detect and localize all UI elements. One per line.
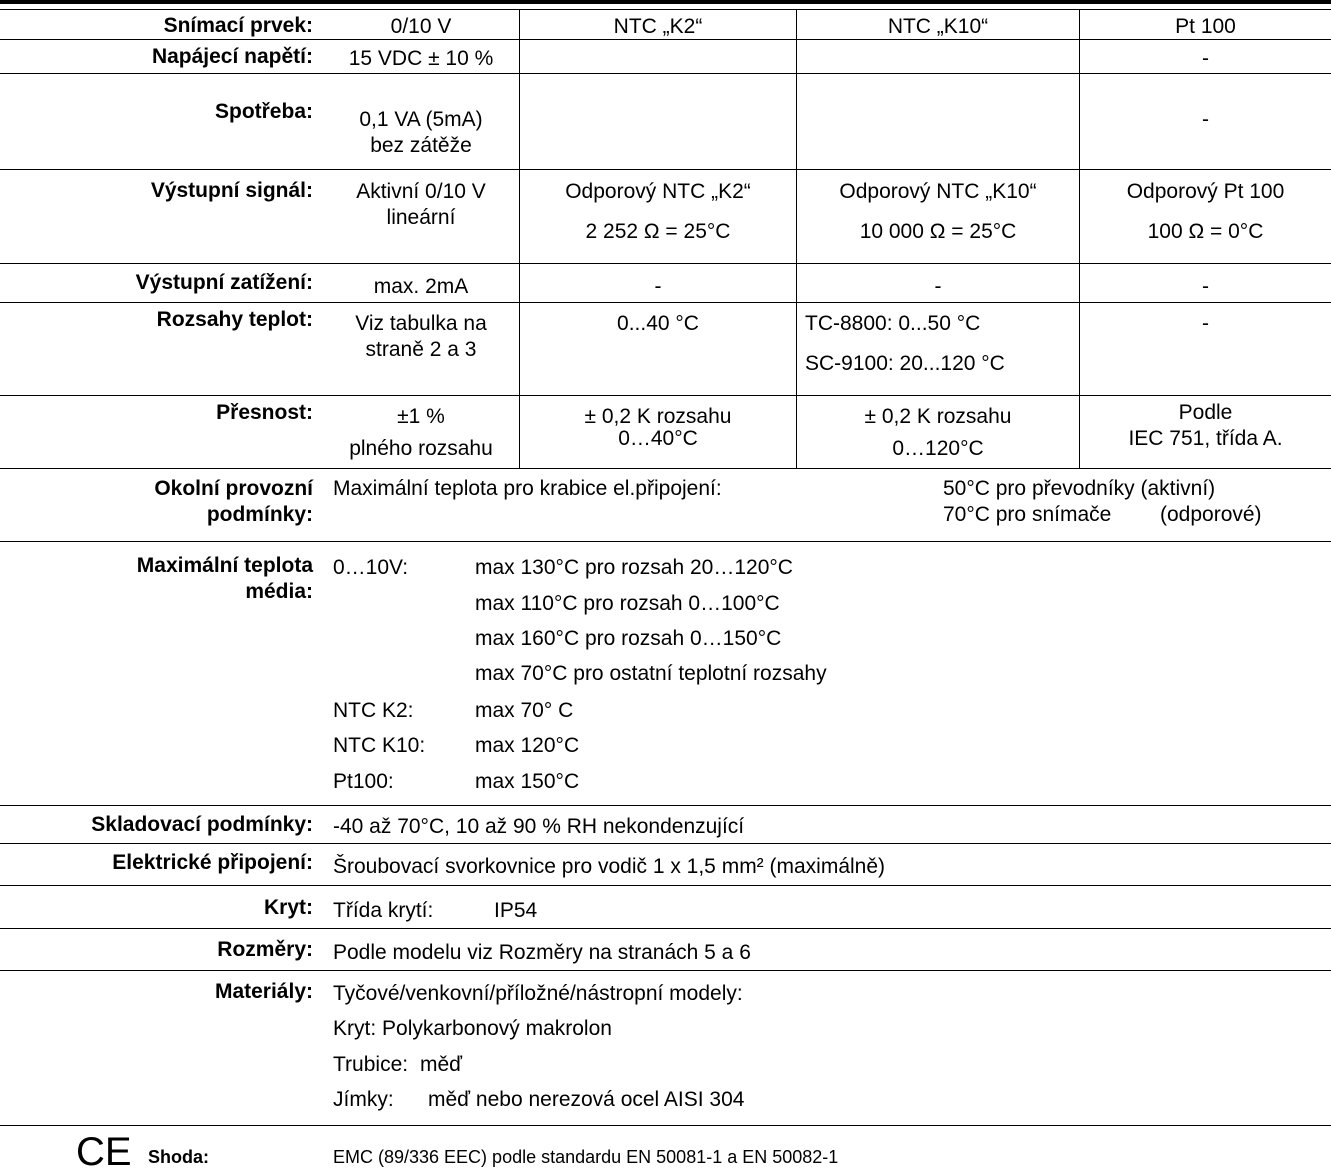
max-teplota-val-7: max 150°C — [475, 770, 580, 793]
kryt-value: IP54 — [494, 899, 538, 922]
row-elektricke-pripojeni — [0, 844, 1331, 886]
cell-signal-c1 — [323, 179, 519, 231]
label-okolni-podminky — [0, 476, 313, 528]
cell-signal-c4 — [1080, 179, 1331, 245]
cell-zatizeni-c4: - — [1202, 275, 1209, 298]
row-spotreba — [0, 74, 1331, 170]
cell-signal-c1-line2: lineární — [386, 206, 456, 229]
cell-presnost-c4 — [1080, 400, 1331, 452]
okolni-right-line1: 50°C pro převodníky (aktivní) — [943, 477, 1216, 500]
row-snimaci-prvek — [0, 10, 1331, 40]
shoda-text: EMC (89/336 EEC) podle standardu EN 50081-1 a EN 50082-1 — [333, 1147, 839, 1167]
label-vystupni-signal: Výstupní signál: — [150, 179, 313, 202]
cell-presnost-c3 — [797, 404, 1079, 462]
cell-presnost-c3-line1: ± 0,2 K rozsahu — [864, 405, 1012, 428]
row-skladovaci-podminky — [0, 806, 1331, 844]
column-divider-3 — [1079, 10, 1080, 469]
label-vystupni-zatizeni: Výstupní zatížení: — [135, 271, 313, 294]
label-max-teplota-line2: média: — [245, 580, 313, 603]
label-presnost: Přesnost: — [216, 401, 313, 424]
row-napajeci-napeti — [0, 40, 1331, 74]
row-vystupni-signal — [0, 170, 1331, 264]
cell-signal-c2-line2: 2 252 Ω = 25°C — [585, 220, 731, 243]
cell-signal-c3-line1: Odporový NTC „K10“ — [839, 180, 1037, 203]
cell-presnost-c2-line1: ± 0,2 K rozsahu — [584, 405, 732, 428]
materialy-line4-key: Jímky: — [333, 1088, 394, 1111]
max-teplota-val-2: max 110°C pro rozsah 0…100°C — [475, 592, 780, 615]
cell-rozsahy-c4: - — [1202, 312, 1209, 335]
cell-zatizeni-c3: - — [934, 275, 942, 298]
okolni-right-line2: 70°C pro snímače — [943, 503, 1112, 526]
cell-rozsahy-c1-line1: Viz tabulka na — [355, 312, 487, 335]
materialy-line4-value: měď nebo nerezová ocel AISI 304 — [428, 1088, 745, 1111]
cell-napajeci-c4: - — [1202, 47, 1209, 70]
label-kryt: Kryt: — [263, 896, 313, 919]
cell-rozsahy-c2: 0...40 °C — [617, 312, 699, 335]
top-rule — [0, 0, 1331, 6]
cell-signal-c2 — [520, 179, 796, 245]
max-teplota-val-1: max 130°C pro rozsah 20…120°C — [475, 556, 793, 579]
cell-spotreba-c4: - — [1202, 108, 1209, 131]
okolni-right-line2b: (odporové) — [1160, 503, 1262, 526]
max-teplota-val-3: max 160°C pro rozsah 0…150°C — [475, 627, 782, 650]
row-rozsahy-teplot — [0, 303, 1331, 396]
max-teplota-key-7: Pt100: — [333, 770, 394, 793]
cell-presnost-c1 — [323, 404, 519, 462]
cell-snimaci-c3: NTC „K10“ — [887, 15, 989, 38]
cell-rozsahy-c3-line1: TC-8800: 0...50 °C — [805, 312, 981, 335]
cell-napajeci-c1: 15 VDC ± 10 % — [348, 47, 494, 70]
max-teplota-val-4: max 70°C pro ostatní teplotní rozsahy — [475, 662, 827, 685]
label-skladovaci: Skladovací podmínky: — [91, 813, 313, 836]
cell-presnost-c3-line2: 0…120°C — [892, 437, 984, 460]
row-kryt — [0, 886, 1331, 929]
label-elektricke: Elektrické připojení: — [112, 851, 313, 874]
label-okolni-line1: Okolní provozní — [154, 477, 313, 500]
row-rozmery — [0, 929, 1331, 971]
materialy-line3-value: měď — [420, 1053, 463, 1076]
skladovaci-text: -40 až 70°C, 10 až 90 % RH nekondenzující — [333, 815, 745, 838]
cell-signal-c2-line1: Odporový NTC „K2“ — [565, 180, 751, 203]
cell-spotreba-c1 — [323, 107, 519, 159]
materialy-line2: Kryt: Polykarbonový makrolon — [333, 1017, 612, 1040]
rozmery-text: Podle modelu viz Rozměry na stranách 5 a 6 — [333, 941, 751, 964]
label-okolni-line2: podmínky: — [206, 503, 313, 526]
kryt-key: Třída krytí: — [333, 899, 434, 922]
label-rozsahy-teplot: Rozsahy teplot: — [156, 308, 313, 331]
cell-signal-c3-line2: 10 000 Ω = 25°C — [859, 220, 1017, 243]
label-shoda: Shoda: — [148, 1147, 209, 1167]
cell-zatizeni-c2: - — [654, 275, 662, 298]
cell-spotreba-c1-line2: bez zátěže — [370, 134, 472, 157]
max-teplota-val-5: max 70° C — [475, 699, 574, 722]
row-max-teplota-media — [0, 542, 1331, 806]
row-okolni-podminky — [0, 469, 1331, 542]
elektricke-text: Šroubovací svorkovnice pro vodič 1 x 1,5 mm² (maximálně) — [333, 855, 886, 878]
label-snimaci-prvek: Snímací prvek: — [163, 14, 313, 37]
ce-mark-icon — [76, 1134, 146, 1168]
label-max-teplota-line1: Maximální teplota — [136, 554, 313, 577]
row-materialy — [0, 971, 1331, 1126]
cell-presnost-c4-line2: IEC 751, třída A. — [1128, 427, 1283, 450]
materialy-line1: Tyčové/venkovní/příložné/nástropní modely: — [333, 982, 743, 1005]
cell-signal-c4-line2: 100 Ω = 0°C — [1147, 220, 1264, 243]
cell-signal-c4-line1: Odporový Pt 100 — [1126, 180, 1285, 203]
materialy-line3-key: Trubice: — [333, 1053, 409, 1076]
row-presnost — [0, 396, 1331, 469]
ce-mark-text: CE — [76, 1134, 132, 1168]
okolni-text: Maximální teplota pro krabice el.připojení: — [333, 477, 722, 500]
cell-presnost-c2 — [520, 404, 796, 452]
cell-rozsahy-c1 — [323, 311, 519, 363]
cell-presnost-c2-line2: 0…40°C — [618, 427, 698, 450]
cell-signal-c1-line1: Aktivní 0/10 V — [356, 180, 486, 203]
cell-presnost-c4-line1: Podle — [1178, 401, 1233, 424]
label-rozmery: Rozměry: — [217, 938, 313, 961]
row-vystupni-zatizeni — [0, 264, 1331, 303]
cell-presnost-c1-line1: ±1 % — [397, 405, 445, 428]
max-teplota-val-6: max 120°C — [475, 734, 580, 757]
label-max-teplota — [0, 553, 313, 605]
label-spotreba: Spotřeba: — [214, 100, 313, 123]
label-materialy: Materiály: — [214, 980, 313, 1003]
max-teplota-key-6: NTC K10: — [333, 734, 426, 757]
max-teplota-key-1: 0…10V: — [333, 556, 409, 579]
cell-rozsahy-c3 — [797, 311, 1087, 377]
cell-spotreba-c1-line1: 0,1 VA (5mA) — [359, 108, 483, 131]
max-teplota-key-5: NTC K2: — [333, 699, 414, 722]
cell-snimaci-c2: NTC „K2“ — [613, 15, 703, 38]
column-divider-2 — [796, 10, 797, 469]
cell-snimaci-c1: 0/10 V — [390, 15, 452, 38]
cell-signal-c3 — [797, 179, 1079, 245]
cell-presnost-c1-line2: plného rozsahu — [349, 437, 493, 460]
cell-rozsahy-c1-line2: straně 2 a 3 — [365, 338, 477, 361]
cell-snimaci-c4: Pt 100 — [1175, 15, 1236, 38]
cell-rozsahy-c3-line2: SC-9100: 20...120 °C — [805, 352, 1005, 375]
cell-zatizeni-c1: max. 2mA — [373, 275, 469, 298]
label-napajeci-napeti: Napájecí napětí: — [151, 45, 313, 68]
column-divider-1 — [519, 10, 520, 469]
